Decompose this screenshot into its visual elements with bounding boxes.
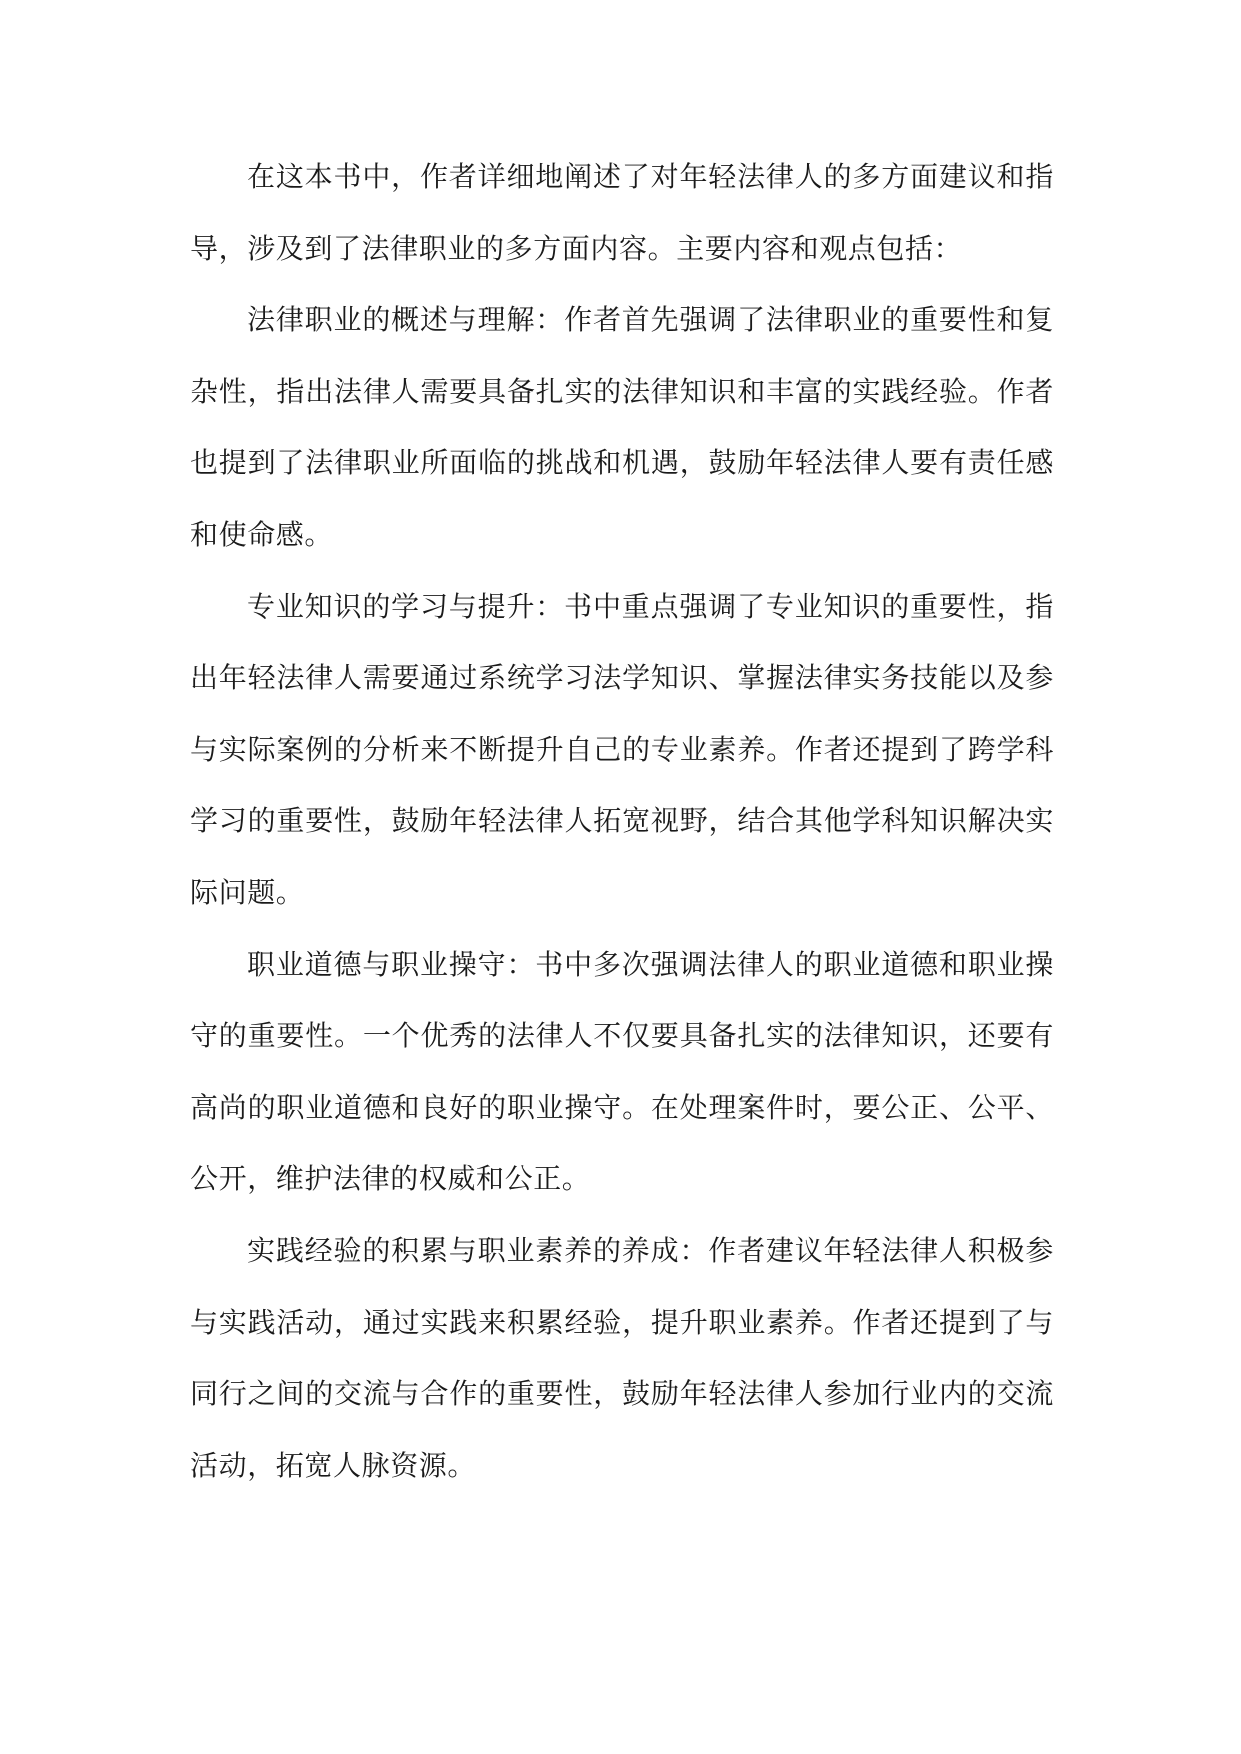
- paragraph-intro: 在这本书中，作者详细地阐述了对年轻法律人的多方面建议和指导，涉及到了法律职业的多方面内容。主要内容和观点包括：: [190, 160, 1054, 265]
- paragraph-practical-experience: 实践经验的积累与职业素养的养成：作者建议年轻法律人积极参与实践活动，通过实践来积累经验，提升职业素养。作者还提到了与同行之间的交流与合作的重要性，鼓励年轻法律人参加行业内的交流活动，拓宽人脉资源。: [190, 1233, 1054, 1482]
- paragraph-legal-profession: 法律职业的概述与理解：作者首先强调了法律职业的重要性和复杂性，指出法律人需要具备扎实的法律知识和丰富的实践经验。作者也提到了法律职业所面临的挑战和机遇，鼓励年轻法律人要有责任感和使命感。: [190, 303, 1054, 551]
- paragraph-professional-ethics: 职业道德与职业操守：书中多次强调法律人的职业道德和职业操守的重要性。一个优秀的法律人不仅要具备扎实的法律知识，还要有高尚的职业道德和良好的职业操守。在处理案件时，要公正、公平、公开，维护法律的权威和公正。: [190, 947, 1054, 1196]
- document-body: [190, 141, 1054, 1501]
- paragraph-professional-knowledge: 专业知识的学习与提升：书中重点强调了专业知识的重要性，指出年轻法律人需要通过系统学习法学知识、掌握法律实务技能以及参与实际案例的分析来不断提升自己的专业素养。作者还提到了跨学科学习的重要性，鼓励年轻法律人拓宽视野，结合其他学科知识解决实际问题。: [190, 589, 1054, 909]
